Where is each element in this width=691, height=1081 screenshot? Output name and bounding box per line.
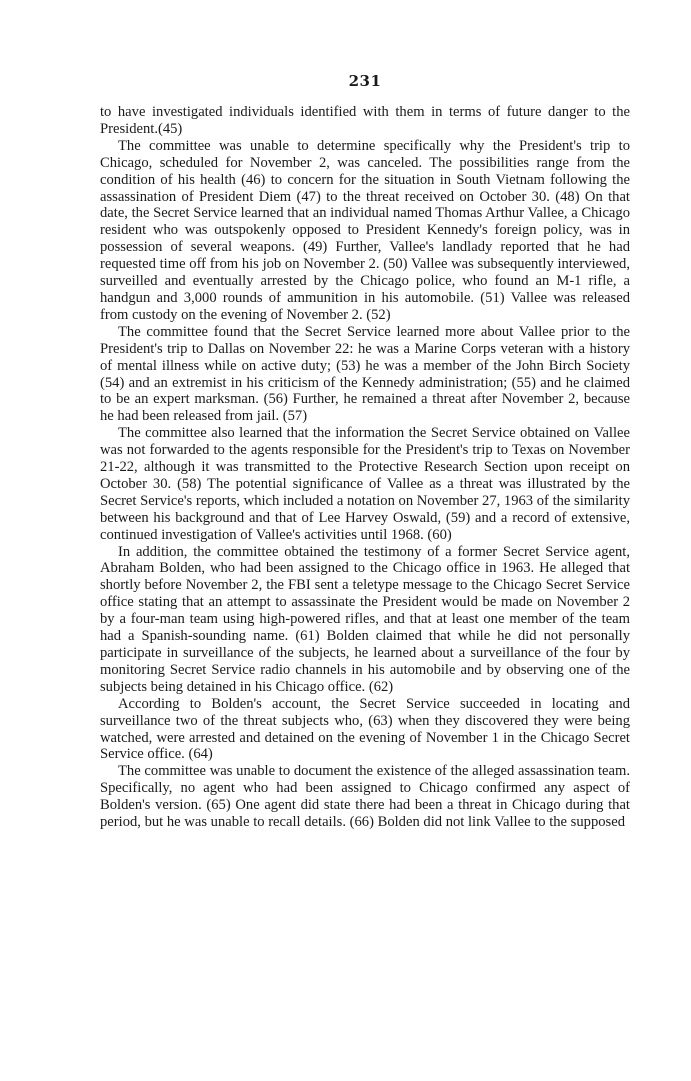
paragraph-5: In addition, the committee obtained the testimony of a former Secret Service agent, Abraham Bolden, who had been assigned to the Chicago office in 1963. He alleged that shortly before November 2, the FBI sent a teletype message to the Chicago Secret Service office stating that an attempt to assassinate the President would be made on November 2 by a four-man team using high-powered rifles, and that at least one member of the team had a Spanish-sounding name. (61) Bolden claimed that while he did not personally participate in surveillance of the subjects, he learned about a surveillance of the four by monitoring Secret Service radio channels in his automobile and by observing one of the subjects being detained in his Chicago office. (62) [100,543,630,695]
page-number: 231 [348,72,382,90]
paragraph-3: The committee found that the Secret Service learned more about Vallee prior to the President's trip to Dallas on November 22: he was a Marine Corps veteran with a history of mental illness while on active duty; (53) he was a member of the John Birch Society (54) and an extremist in his criticism of the Kennedy administration; (55) and he claimed to be an expert marksman. (56) Further, he remained a threat after November 2, because he had been released from jail. (57) [100,323,630,425]
paragraph-1: to have investigated individuals identified with them in terms of future danger to the President.(45) [100,104,630,137]
paragraph-2: The committee was unable to determine specifically why the President's trip to Chicago, scheduled for November 2, was canceled. The possibilities range from the condition of his health (46) to concern for the situation in South Vietnam following the assassination of President Diem (47) to the threat received on October 30. (48) On that date, the Secret Service learned that an individual named Thomas Arthur Vallee, a Chicago resident who was outspokenly opposed to President Kennedy's foreign policy, was in possession of several weapons. (49) Further, Vallee's landlady reported that he had requested time off from his job on November 2. (50) Vallee was subsequently interviewed, surveilled and eventually arrested by the Chicago police, who found an M-1 rifle, a handgun and 3,000 rounds of ammunition in his automobile. (51) Vallee was released from custody on the evening of November 2. (52) [100,137,630,323]
document-page [100,72,630,831]
paragraph-4: The committee also learned that the information the Secret Service obtained on Vallee was not forwarded to the agents responsible for the President's trip to Texas on November 21-22, although it was transmitted to the Protective Research Section upon receipt on October 30. (58) The potential significance of Vallee as a threat was illustrated by the Secret Service's reports, which included a notation on November 27, 1963 of the similarity between his background and that of Lee Harvey Oswald, (59) and a record of extensive, continued investigation of Vallee's activities until 1968. (60) [100,425,630,543]
paragraph-7: The committee was unable to document the existence of the alleged assassination team. Specifically, no agent who had been assigned to Chicago confirmed any aspect of Bolden's version. (65) One agent did state there had been a threat in Chicago during that period, but he was unable to recall details. (66) Bolden did not link Vallee to the supposed [100,763,630,831]
paragraph-6: According to Bolden's account, the Secret Service succeeded in locating and surveillance two of the threat subjects who, (63) when they discovered they were being watched, were arrested and detained on the evening of November 1 in the Chicago Secret Service office. (64) [100,695,630,763]
